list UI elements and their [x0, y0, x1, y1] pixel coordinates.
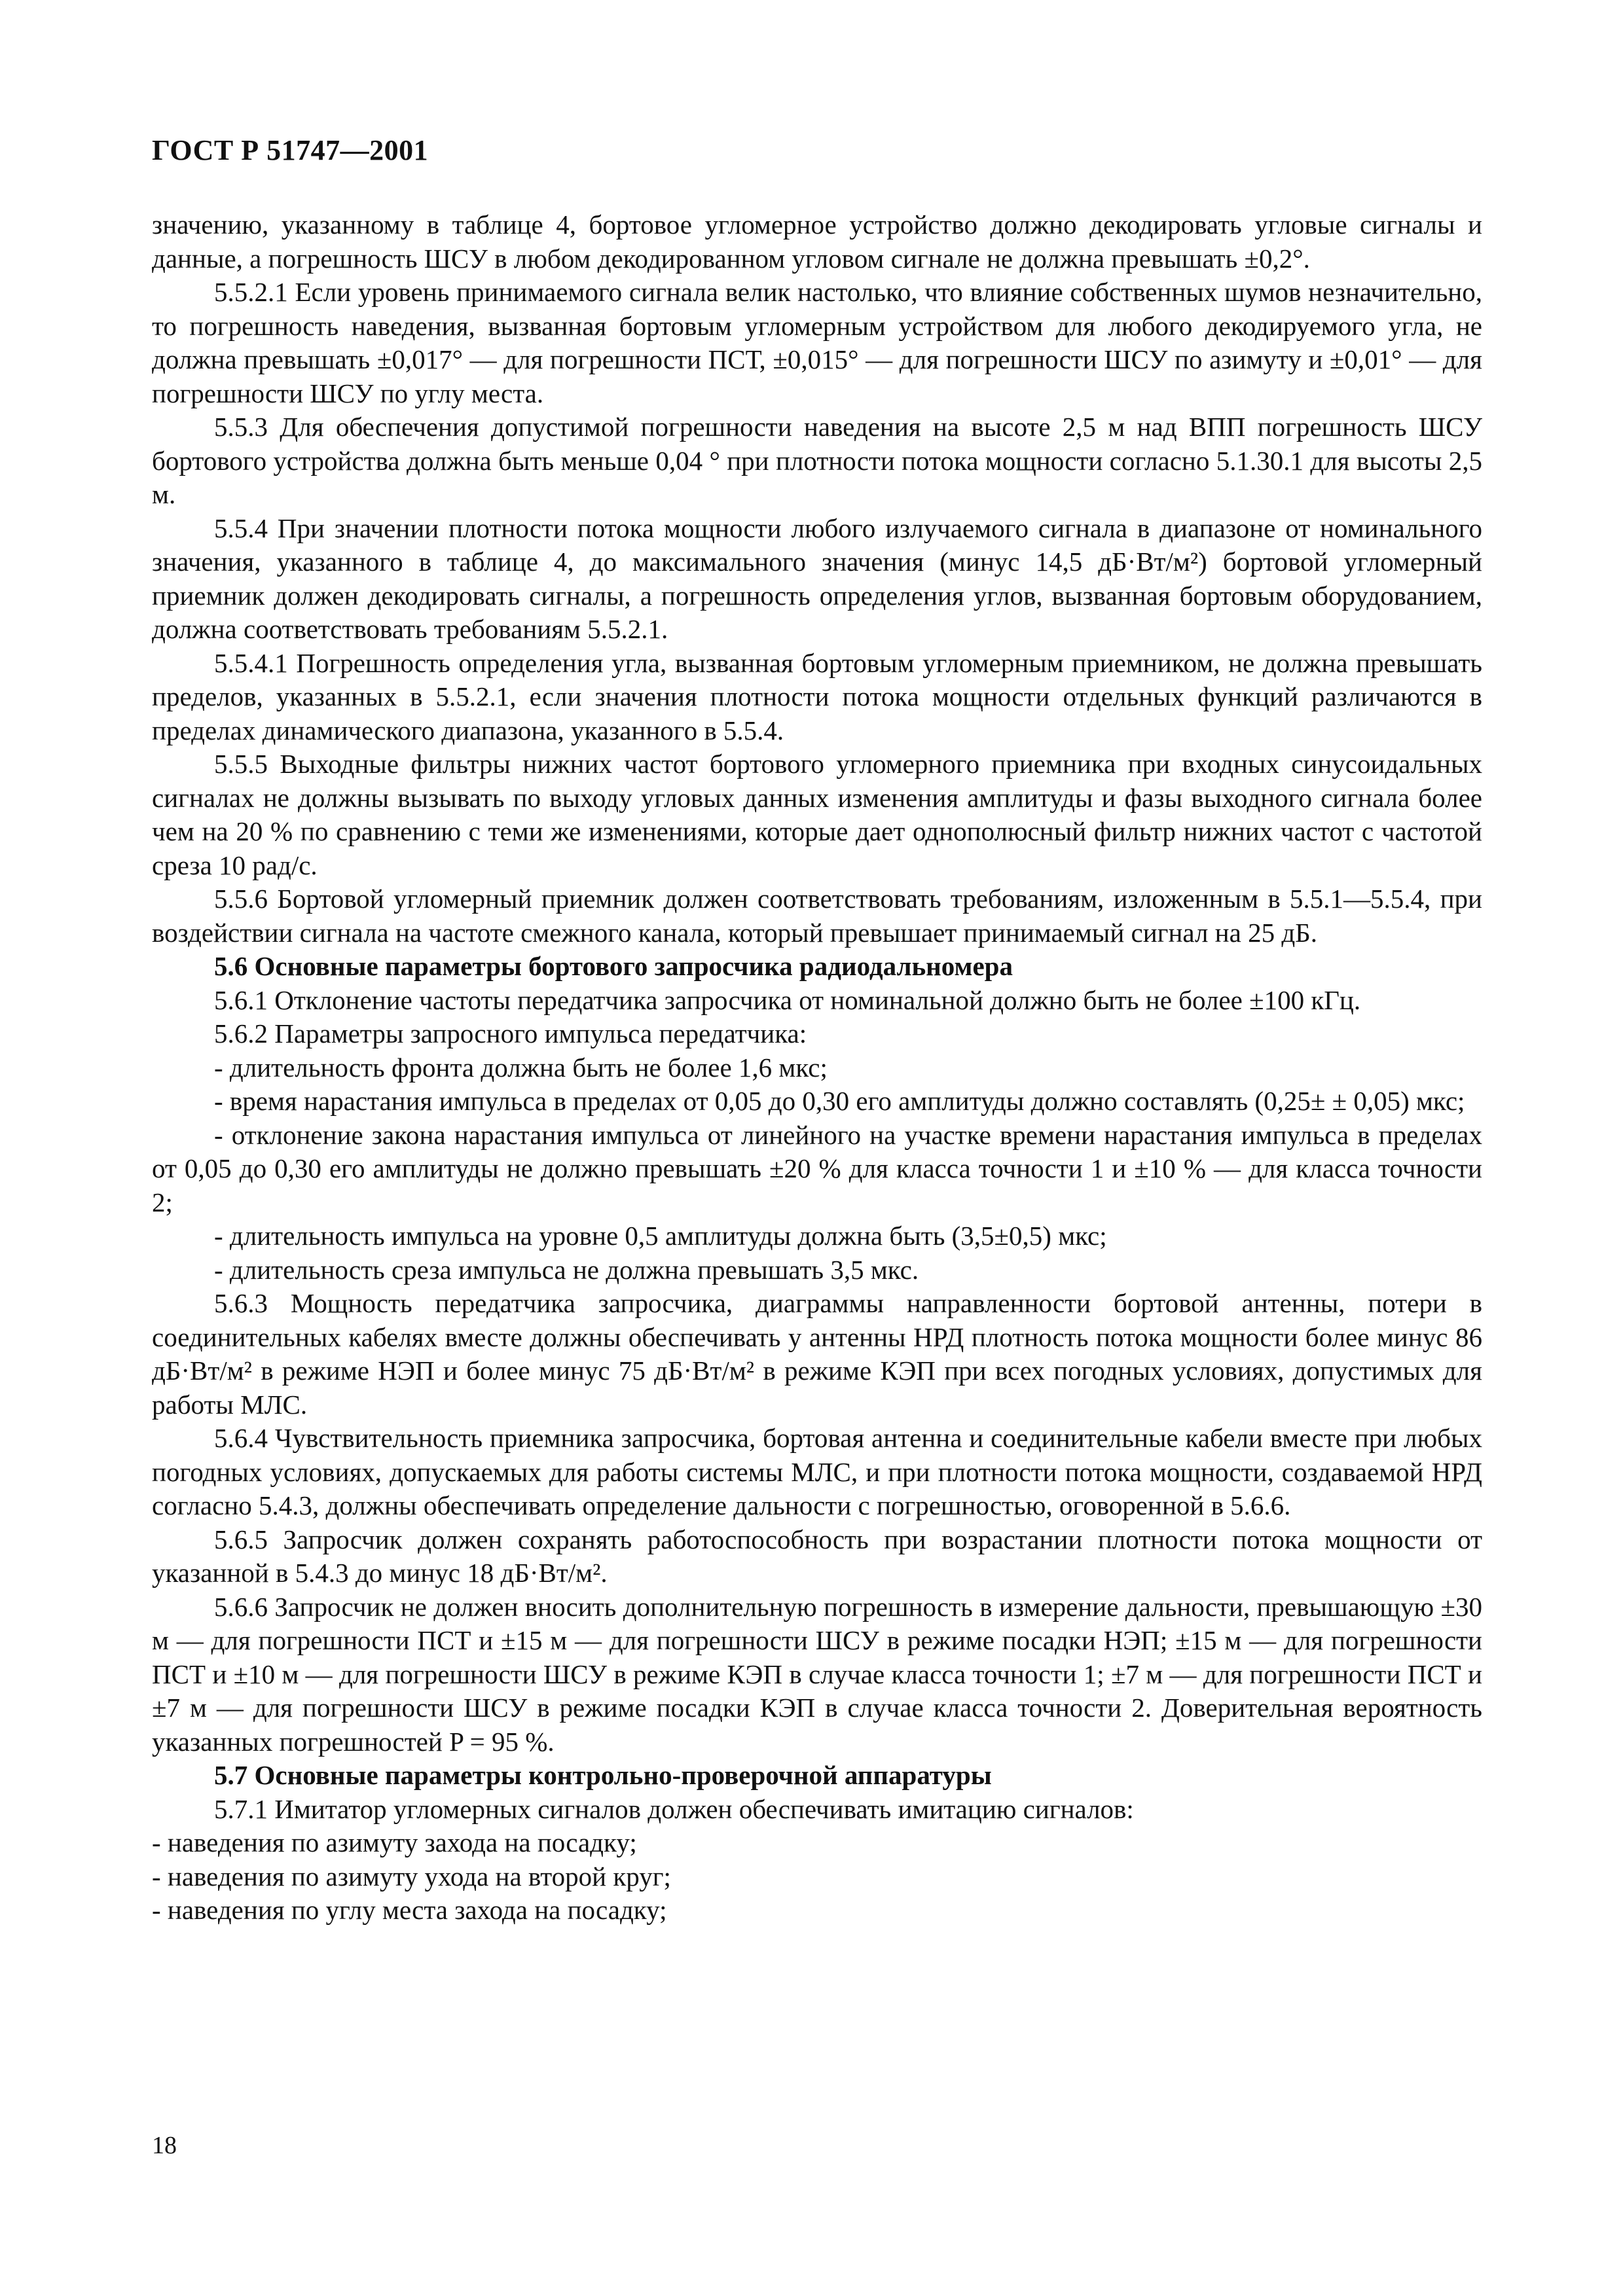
list-item: - наведения по азимуту захода на посадку;: [152, 1827, 637, 1857]
paragraph: 5.6.1 Отклонение частоты передатчика запросчика от номинальной должно быть не более ±100 кГц.: [214, 984, 1361, 1015]
paragraph: 5.6.6 Запросчик не должен вносить дополнительную погрешность в измерение дальности, превышающую ±30 м — для погрешности ПСТ и ±15 м — для погрешности ШСУ в режиме посадки НЭП; ±15 м — для погрешности ПСТ и ±10 м — для погрешности ШСУ в режиме КЭП в случае класса точности 1; ±7 м — для погрешности ПСТ и ±7 м — для погрешности ШСУ в режиме посадки КЭП в случае класса точности 2. Доверительная вероятность указанных погрешностей P = 95 %.: [152, 1591, 1482, 1757]
page-number: 18: [152, 2132, 177, 2159]
paragraph: значению, указанному в таблице 4, бортовое угломерное устройство должно декодировать угловые сигналы и данные, а погрешность ШСУ в любом декодированном угловом сигнале не должна превышать ±0,2°.: [152, 209, 1482, 274]
document-header-title: ГОСТ Р 51747—2001: [152, 134, 429, 166]
section-heading: 5.6 Основные параметры бортового запросчика радиодальномера: [214, 951, 1013, 981]
paragraph: 5.5.3 Для обеспечения допустимой погрешности наведения на высоте 2,5 м над ВПП погрешность ШСУ бортового устройства должна быть меньше 0,04 ° при плотности потока мощности согласно 5.1.30.1 для высоты 2,5 м.: [152, 412, 1482, 509]
paragraph: 5.7.1 Имитатор угломерных сигналов должен обеспечивать имитацию сигналов:: [214, 1793, 1134, 1824]
list-item: - длительность фронта должна быть не более 1,6 мкс;: [214, 1052, 828, 1083]
paragraph: 5.5.4.1 Погрешность определения угла, вызванная бортовым угломерным приемником, не должна превышать пределов, указанных в 5.5.2.1, если значения плотности потока мощности отдельных функций различаются в пределах динамического диапазона, указанного в 5.5.4.: [152, 647, 1482, 745]
list-item: - время нарастания импульса в пределах от 0,05 до 0,30 его амплитуды должно составлять (0,25± ± 0,05) мкс;: [214, 1086, 1465, 1116]
paragraph: 5.5.6 Бортовой угломерный приемник должен соответствовать требованиям, изложенным в 5.5.1—5.5.4, при воздействии сигнала на частоте смежного канала, который превышает принимаемый сигнал на 25 дБ.: [152, 884, 1482, 948]
paragraph: 5.6.4 Чувствительность приемника запросчика, бортовая антенна и соединительные кабели вместе при любых погодных условиях, допускаемых для работы системы МЛС, и при плотности потока мощности, создаваемой НРД согласно 5.4.3, должны обеспечивать определение дальности с погрешностью, оговоренной в 5.6.6.: [152, 1423, 1482, 1520]
list-item: - отклонение закона нарастания импульса от линейного на участке времени нарастания импульса в пределах от 0,05 до 0,30 его амплитуды не должно превышать ±20 % для класса точности 1 и ±10 % — для класса точности 2;: [152, 1119, 1482, 1217]
list-item: - наведения по азимуту ухода на второй круг;: [152, 1861, 671, 1892]
paragraph: 5.6.2 Параметры запросного импульса передатчика:: [214, 1018, 807, 1049]
paragraph: 5.6.5 Запросчик должен сохранять работоспособность при возрастании плотности потока мощности от указанной в 5.4.3 до минус 18 дБ·Вт/м².: [152, 1524, 1482, 1588]
list-item: - длительность среза импульса не должна превышать 3,5 мкс.: [214, 1254, 919, 1285]
paragraph: 5.5.5 Выходные фильтры нижних частот бортового угломерного приемника при входных синусоидальных сигналах не должны вызывать по выходу угловых данных изменения амплитуды и фазы выходного сигнала более чем на 20 % по сравнению с теми же изменениями, которые дает однополюсный фильтр нижних частот с частотой среза 10 рад/с.: [152, 749, 1482, 880]
list-item: - длительность импульса на уровне 0,5 амплитуды должна быть (3,5±0,5) мкс;: [214, 1221, 1107, 1251]
list-item: - наведения по углу места захода на посадку;: [152, 1895, 667, 1925]
document-body: [152, 208, 1482, 1928]
paragraph: 5.6.3 Мощность передатчика запросчика, диаграммы направленности бортовой антенны, потери в соединительных кабелях вместе должны обеспечивать у антенны НРД плотность потока мощности более минус 86 дБ·Вт/м² в режиме НЭП и более минус 75 дБ·Вт/м² в режиме КЭП при всех погодных условиях, допустимых для работы МЛС.: [152, 1288, 1482, 1420]
paragraph: 5.5.2.1 Если уровень принимаемого сигнала велик настолько, что влияние собственных шумов незначительно, то погрешность наведения, вызванная бортовым угломерным устройством для любого декодируемого угла, не должна превышать ±0,017° — для погрешности ПСТ, ±0,015° — для погрешности ШСУ по азимуту и ±0,01° — для погрешности ШСУ по углу места.: [152, 277, 1482, 408]
paragraph: 5.5.4 При значении плотности потока мощности любого излучаемого сигнала в диапазоне от номинального значения, указанного в таблице 4, до максимального значения (минус 14,5 дБ·Вт/м²) бортовой угломерный приемник должен декодировать сигналы, а погрешность определения углов, вызванная бортовым оборудованием, должна соответствовать требованиям 5.5.2.1.: [152, 512, 1482, 644]
section-heading: 5.7 Основные параметры контрольно-проверочной аппаратуры: [214, 1760, 992, 1790]
